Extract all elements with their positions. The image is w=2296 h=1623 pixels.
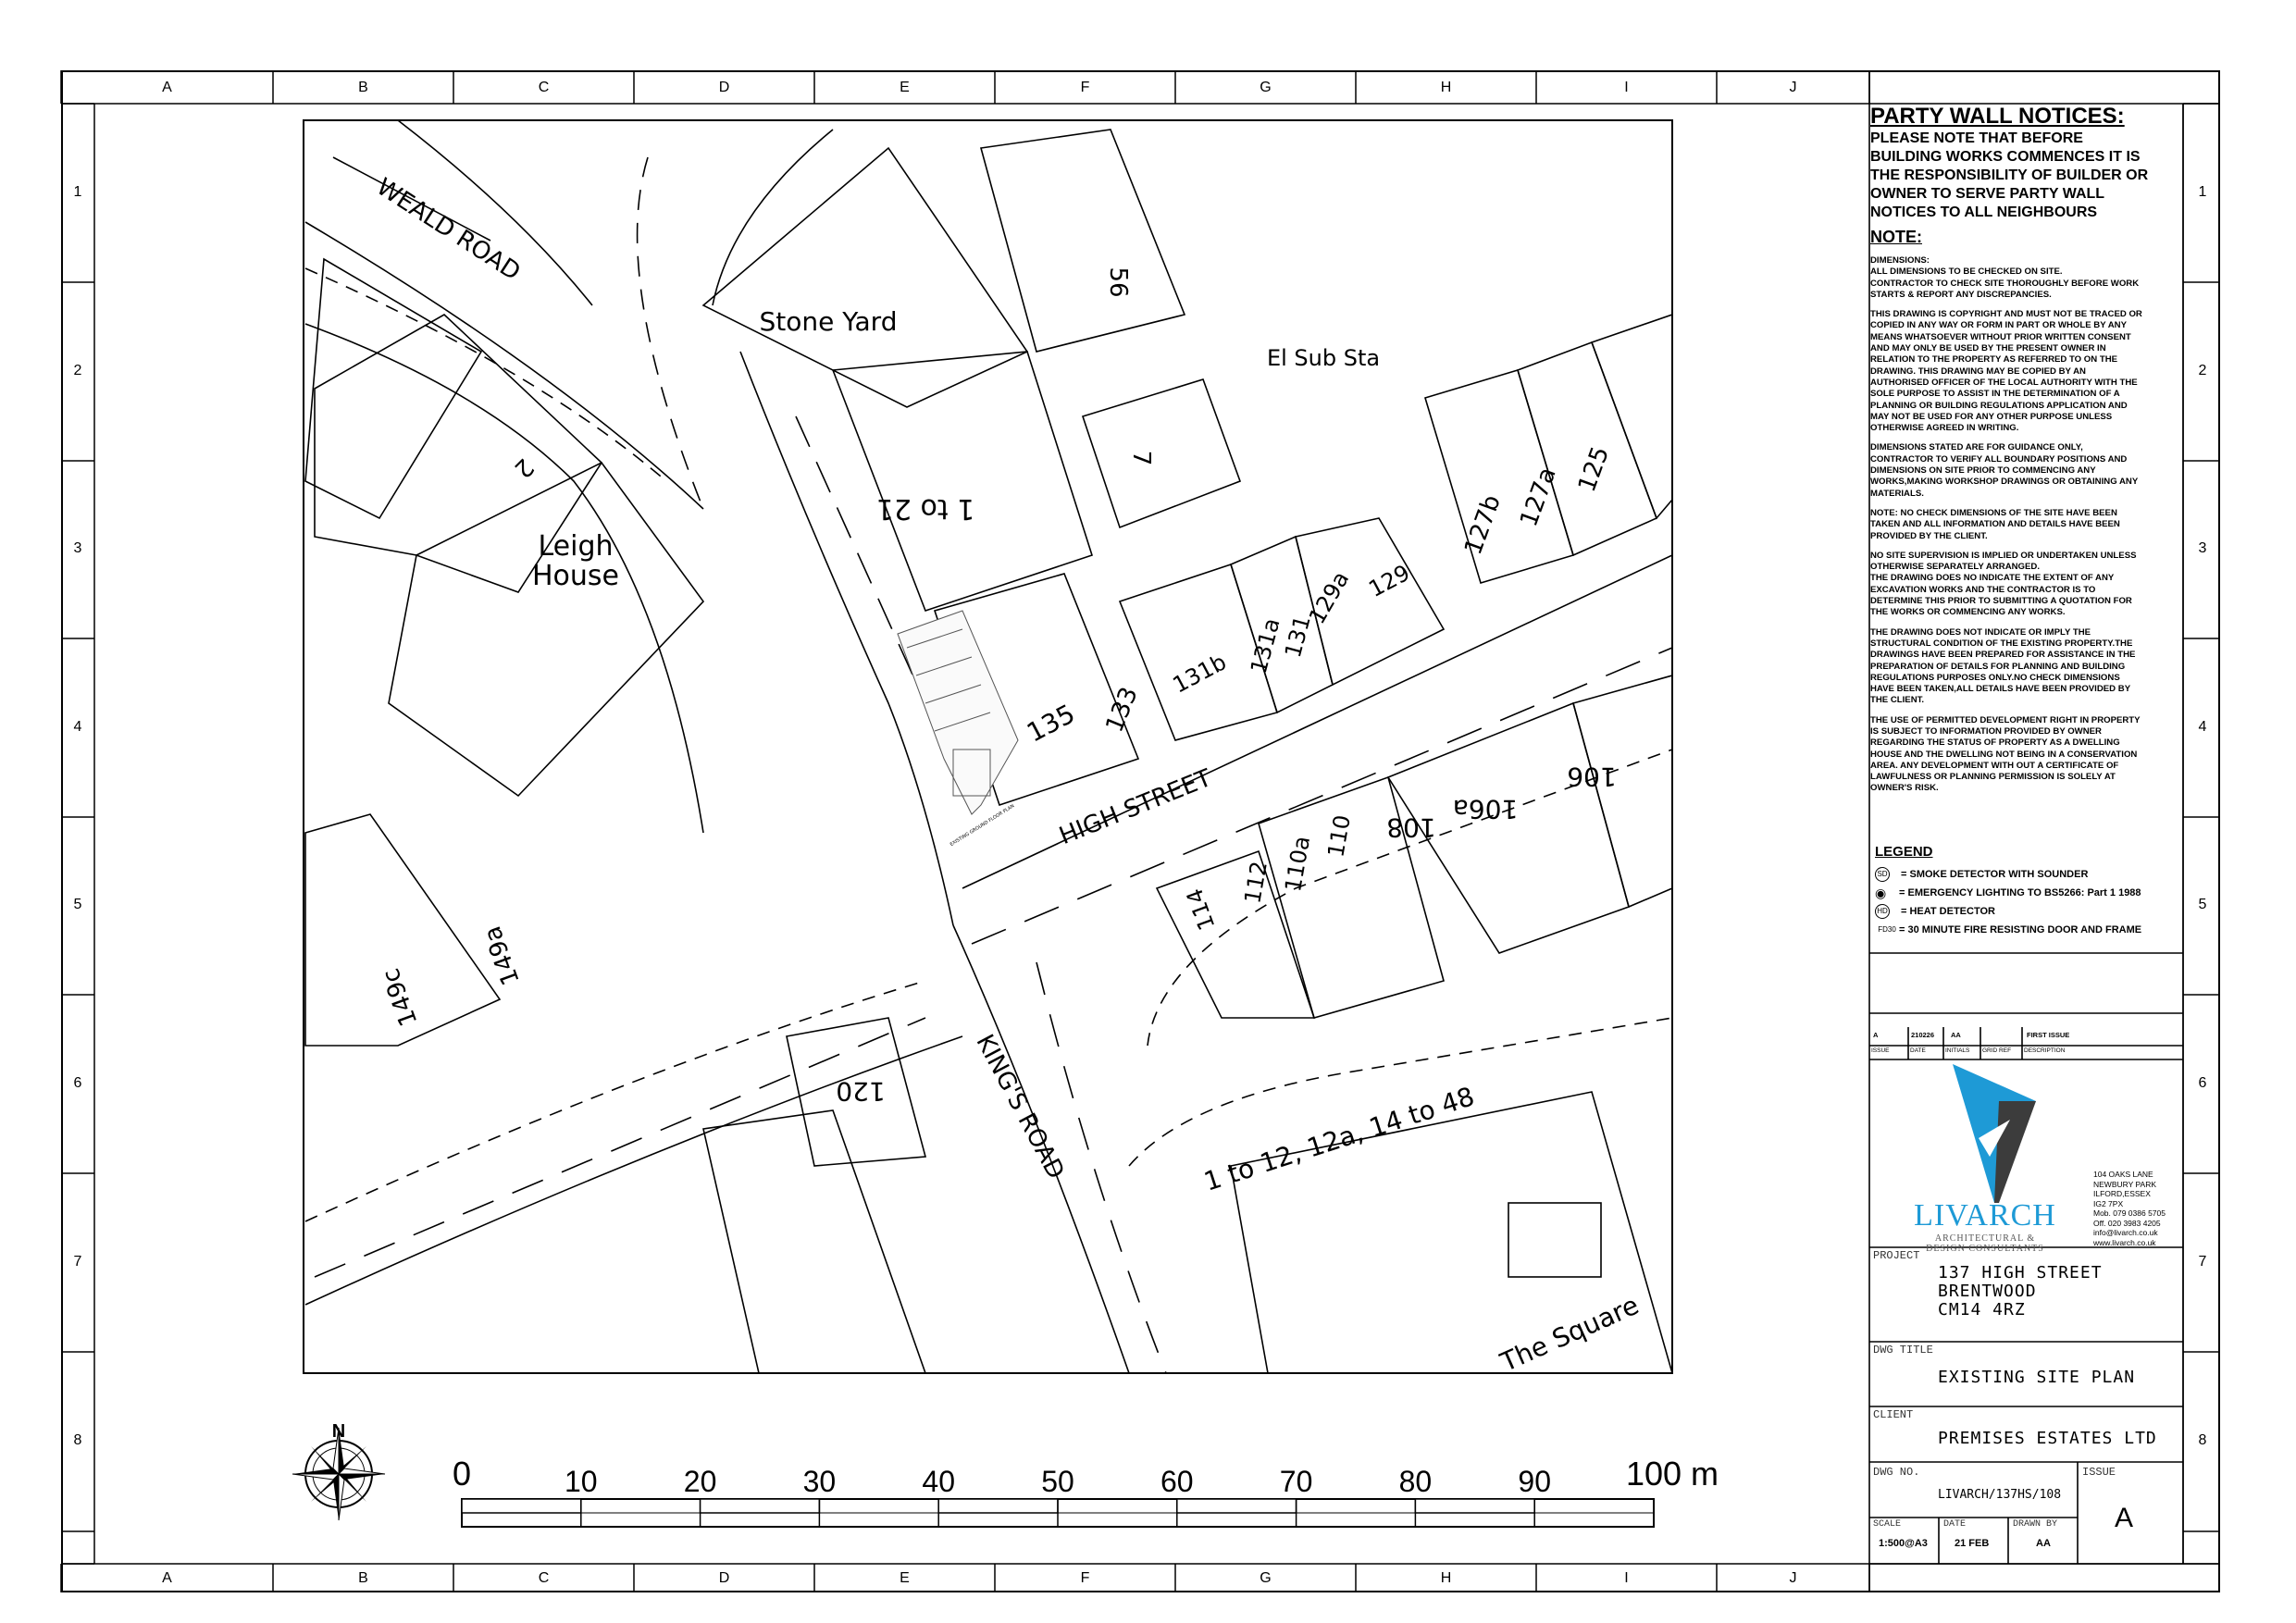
legend (1875, 844, 2180, 939)
grid-column-d: D (718, 1570, 730, 1586)
project-line-1: BRENTWOOD (1938, 1282, 2037, 1301)
plot-label-9: 131 (1279, 613, 1316, 661)
note-paragraph-0: DIMENSIONS: ALL DIMENSIONS TO BE CHECKED ON SITE. CONTRACTOR TO CHECK SITE THOROUGHLY BEFORE WORK STARTS & REPORT ANY DISCREPANCIES. (1870, 255, 2140, 300)
scale-tick-2: 20 (683, 1465, 717, 1498)
grid-column-c: C (538, 1570, 550, 1586)
plot-label-15: 106a (1452, 794, 1519, 824)
address-line-7: www.livarch.co.uk (2093, 1237, 2156, 1247)
road-label-weald-road: WEALD ROAD (371, 173, 526, 287)
plot-label-11: 131b (1168, 649, 1231, 699)
label-el-sub-sta: El Sub Sta (1266, 345, 1381, 371)
road-label-high-street: HIGH STREET (1055, 764, 1216, 851)
drawn-by-label: DRAWN BY (2013, 1519, 2058, 1530)
label-leigh: Leigh (538, 530, 614, 563)
label-the-square: The Square (1496, 1289, 1644, 1378)
grid-row-4: 4 (2198, 718, 2207, 735)
grid-row-3: 3 (73, 540, 82, 556)
scale-tick-8: 80 (1398, 1465, 1433, 1498)
warning-line-2: THE RESPONSIBILITY OF BUILDER OR (1870, 167, 2149, 183)
address-line-5: Off. 020 3983 4205 (2093, 1218, 2161, 1228)
revision-date: 210226 (1911, 1031, 1935, 1039)
grid-row-5: 5 (2198, 897, 2207, 912)
plot-label-10: 131a (1245, 615, 1285, 676)
revision-header-0: ISSUE (1871, 1047, 1890, 1054)
warning-line-4: NOTICES TO ALL NEIGHBOURS (1870, 204, 2098, 220)
legend-title: LEGEND (1875, 844, 1933, 860)
issue-label: ISSUE (2082, 1466, 2116, 1479)
scale-block-8 (1415, 1499, 1534, 1513)
plot-label-14: 106 (1567, 762, 1617, 792)
revision-issue: A (1873, 1031, 1879, 1039)
project-address (1938, 1264, 2103, 1319)
north-arrow (292, 1421, 385, 1520)
note-paragraph-6: THE USE OF PERMITTED DEVELOPMENT RIGHT IN PROPERTY IS SUBJECT TO INFORMATION PROVIDED BY OWNER REGARDING THE STATUS OF PROPERTY AS A DWELLING HOUSE AND THE DWELLING NOT BEING IN A CONSERVATION AREA. ANY DEVELOPMENT WITH OUT A CERTIFICATE OF LAWFULNESS OR PLANNING PERMISSION IS SOLELY AT OWNER'S RISK. (1870, 714, 2141, 794)
high-street-center (972, 648, 1672, 944)
plot-label-8: 129 (1364, 559, 1415, 603)
plot-label-3: 2 (508, 452, 540, 484)
road-center-dash (638, 157, 703, 509)
plot-label-0: 56 (1104, 266, 1132, 298)
plot-label-12: 135 (1022, 698, 1080, 749)
plot-label-1: 7 (1127, 450, 1155, 466)
scale-tick-1: 10 (565, 1465, 598, 1498)
grid-row-1: 1 (2198, 183, 2207, 200)
warning-line-1: BUILDING WORKS COMMENCES IT IS (1870, 149, 2141, 165)
grid-row-6: 6 (2198, 1074, 2207, 1091)
plot-label-17: 110 (1322, 812, 1356, 860)
subject-site-137 (898, 611, 1018, 814)
label-house: House (531, 560, 620, 592)
scale-value: 1:500@A3 (1879, 1538, 1928, 1549)
warning-line-0: PLEASE NOTE THAT BEFORE (1870, 130, 2083, 146)
note-paragraph-3: NOTE: NO CHECK DIMENSIONS OF THE SITE HAVE BEEN TAKEN AND ALL INFORMATION AND DETAILS HAVE BEEN PROVIDED BY THE CLIENT. (1870, 507, 2120, 541)
plot-label-13: 133 (1100, 683, 1144, 737)
client-label: CLIENT (1873, 1408, 1914, 1421)
plot-label-24: 1 to 12, 12a, 14 to 48 (1199, 1081, 1479, 1197)
grid-column-d: D (718, 80, 730, 95)
company-address (2093, 1170, 2166, 1247)
company-tagline-2: DESIGN CONSULTANTS (1926, 1244, 2044, 1254)
building-south (703, 1110, 925, 1373)
legend-text: = SMOKE DETECTOR WITH SOUNDER (1901, 869, 2089, 880)
address-line-6: info@livarch.co.uk (2093, 1228, 2158, 1237)
site-note: EXISTING GROUND FLOOR PLAN (949, 803, 1016, 849)
scale-tick-4: 40 (922, 1465, 955, 1498)
plot-label-22: 149c (377, 964, 424, 1030)
livarch-logo-icon (1934, 1064, 2054, 1203)
note-paragraph-2: DIMENSIONS STATED ARE FOR GUIDANCE ONLY, CONTRACTOR TO VERIFY ALL BOUNDARY POSITIONS AND DIMENSIONS ON SITE PRIOR TO COMMENCING ANY WORKS,MAKING WORKSHOP DRAWINGS OR OBTAINING ANY MATERIALS. (1870, 442, 2139, 499)
note-heading: NOTE: (1870, 228, 1922, 246)
plot-label-21: 149a (478, 922, 526, 989)
north-letter: N (331, 1421, 346, 1442)
legend-item-3 (1875, 921, 2180, 939)
grid-row-4: 4 (73, 718, 82, 735)
revision-header-1: DATE (1910, 1047, 1926, 1054)
plot-label-16: 108 (1386, 812, 1436, 843)
grid-row-2: 2 (73, 362, 82, 378)
plot-label-4: 127b (1459, 491, 1507, 559)
note-paragraph-1: THIS DRAWING IS COPYRIGHT AND MUST NOT BE TRACED OR COPIED IN ANY WAY OR FORM IN PART OR WHOLE BY ANY MEANS WHATSOEVER WITHOUT PRIOR WRITTEN CONSENT AND MAY ONLY BE USED BY THE PRESENT OWNER IN RELATION TO THE PROPERTY AS REFERRED TO ON THE DRAWING. THIS DRAWING MAY BE COPIED BY AN AUTHORISED OFFICER OF THE LOCAL AUTHORITY WITH THE SOLE PURPOSE TO ASSIST IN THE DETERMINATION OF A PLANNING OR BUILDING REGULATIONS APPLICATION AND MAY NOT BE USED FOR ANY OTHER PURPOSE UNLESS OTHERWISE AGREED IN WRITING. (1870, 309, 2142, 434)
grid-row-7: 7 (73, 1253, 82, 1270)
building-square-court (1508, 1203, 1601, 1277)
plot-label-18: 110a (1280, 834, 1316, 894)
building-125 (1592, 315, 1672, 518)
address-line-0: 104 OAKS LANE (2093, 1170, 2153, 1179)
plot-label-6: 125 (1572, 442, 1616, 496)
drawn-by-value: AA (2036, 1538, 2051, 1549)
legend-item-2 (1875, 902, 2180, 921)
scale-tick-10: 100 m (1625, 1455, 1719, 1493)
building-56 (981, 130, 1185, 352)
grid-column-f: F (1080, 1570, 1090, 1586)
grid-column-e: E (900, 80, 910, 95)
building-leigh-house (389, 463, 703, 796)
party-wall-title: PARTY WALL NOTICES: (1870, 104, 2125, 129)
legend-item-1 (1875, 884, 2180, 902)
grid-row-8: 8 (2198, 1432, 2207, 1448)
legend-text: = EMERGENCY LIGHTING TO BS5266: Part 1 1988 (1899, 887, 2141, 898)
legend-symbol-icon: FD30 (1878, 925, 1896, 934)
dwg-no-label: DWG NO. (1873, 1466, 1920, 1479)
site-map (304, 120, 1672, 1378)
building-1-to-21 (833, 352, 1092, 611)
warning-line-3: OWNER TO SERVE PARTY WALL (1870, 186, 2105, 202)
party-wall-warning (1870, 130, 2185, 222)
plot-label-20: 114 (1181, 885, 1221, 935)
issue-value: A (2115, 1503, 2134, 1533)
legend-text: = 30 MINUTE FIRE RESISTING DOOR AND FRAME (1899, 924, 2142, 935)
weald-road-edge-dashed (305, 268, 666, 484)
grid-row-6: 6 (73, 1074, 82, 1091)
plot-label-2: 1 to 21 (875, 492, 975, 525)
dwg-title-label: DWG TITLE (1873, 1344, 1933, 1357)
project-line-0: 137 HIGH STREET (1938, 1263, 2103, 1282)
company-name: LIVARCH (1914, 1198, 2056, 1233)
address-line-1: NEWBURY PARK (2093, 1179, 2157, 1189)
plot-label-5: 127a (1515, 464, 1562, 531)
legend-items (1875, 865, 2180, 939)
grid-column-h: H (1440, 1570, 1452, 1586)
building-stone-yard (703, 148, 1027, 407)
company-logo (1906, 1198, 2064, 1254)
date-label: DATE (1943, 1519, 1967, 1530)
legend-text: = HEAT DETECTOR (1901, 906, 1995, 917)
scale-bar (453, 1455, 1719, 1527)
label-stone-yard: Stone Yard (759, 306, 898, 337)
road-label-kings-road: KING'S ROAD (970, 1030, 1070, 1184)
legend-symbol-icon: ◉ (1875, 885, 1887, 900)
high-street-south-edge (1148, 750, 1672, 1046)
legend-item-0 (1875, 865, 2180, 884)
grid-column-h: H (1440, 80, 1452, 95)
grid-column-b: B (358, 80, 368, 95)
grid-column-b: B (358, 1570, 368, 1586)
dwg-no: LIVARCH/137HS/108 (1938, 1488, 2062, 1502)
note-paragraph-4: NO SITE SUPERVISION IS IMPLIED OR UNDERTAKEN UNLESS OTHERWISE SEPARATELY ARRANGED. THE DRAWING DOES NO INDICATE THE EXTENT OF ANY EXCAVATION WORKS AND THE CONTRACTOR IS TO DETERMINE THIS PRIOR TO SUBMITTING A QUOTATION FOR THE WORKS OR COMMENCING ANY WORKS. (1870, 550, 2137, 618)
sw-road-center (315, 1018, 925, 1277)
grid-column-i: I (1624, 1570, 1629, 1586)
scale-block-2 (701, 1499, 820, 1513)
grid-row-8: 8 (73, 1432, 82, 1448)
client-name: PREMISES ESTATES LTD (1938, 1429, 2157, 1448)
plot-label-19: 112 (1239, 859, 1272, 906)
building-left-terrace (305, 259, 481, 518)
revision-description: FIRST ISSUE (2027, 1031, 2070, 1039)
revision-header-2: INITIALS (1945, 1047, 1970, 1054)
grid-row-7: 7 (2198, 1253, 2207, 1270)
note-paragraphs (1870, 255, 2185, 795)
grid-column-j: J (1789, 1570, 1797, 1586)
revision-headers (1871, 1047, 2186, 1059)
grid-row-5: 5 (73, 897, 82, 912)
dwg-title: EXISTING SITE PLAN (1938, 1368, 2136, 1387)
grid-column-a: A (162, 1570, 172, 1586)
scale-tick-5: 50 (1041, 1465, 1074, 1498)
grid-column-i: I (1624, 80, 1629, 95)
revision-header-3: GRID REF (1982, 1047, 2012, 1054)
legend-symbol-icon: SD (1875, 867, 1890, 882)
address-line-3: IG2 7PX (2093, 1198, 2124, 1208)
scale-tick-6: 60 (1160, 1465, 1194, 1498)
address-line-2: ILFORD,ESSEX (2093, 1189, 2151, 1198)
grid-column-j: J (1789, 80, 1797, 95)
grid-row-1: 1 (73, 183, 82, 200)
company-tagline-1: ARCHITECTURAL & (1934, 1233, 2036, 1244)
grid-row-2: 2 (2198, 362, 2207, 378)
legend-symbol-icon: HD (1875, 904, 1890, 919)
scale-tick-9: 90 (1518, 1465, 1551, 1498)
scale-block-4 (938, 1499, 1058, 1513)
scale-label: SCALE (1873, 1519, 1902, 1530)
grid-column-g: G (1260, 1570, 1272, 1586)
grid-column-g: G (1260, 80, 1272, 95)
road-north (713, 130, 833, 305)
grid-column-f: F (1080, 80, 1090, 95)
road-curve-main (305, 324, 703, 833)
project-line-2: CM14 4RZ (1938, 1300, 2026, 1319)
grid-column-c: C (538, 80, 550, 95)
plot-label-23: 120 (836, 1076, 886, 1107)
project-label: PROJECT (1873, 1249, 1920, 1262)
party-wall-notes (1870, 104, 2185, 803)
revision-header-4: DESCRIPTION (2024, 1047, 2066, 1054)
address-line-4: Mob. 079 0386 5705 (2093, 1208, 2166, 1218)
scale-block-0 (462, 1499, 581, 1513)
date-value: 21 FEB (1955, 1538, 1990, 1549)
grid-row-3: 3 (2198, 540, 2207, 556)
scale-tick-0: 0 (452, 1455, 472, 1493)
revision-initials: AA (1951, 1031, 1961, 1039)
scale-tick-3: 30 (802, 1465, 837, 1498)
grid-column-a: A (162, 80, 172, 95)
scale-block-6 (1177, 1499, 1297, 1513)
note-paragraph-5: THE DRAWING DOES NOT INDICATE OR IMPLY THE STRUCTURAL CONDITION OF THE EXISTING PROPERTY.THE DRAWINGS HAVE BEEN PREPARED FOR ASSISTANCE IN THE PREPARATION OF DETAILS FOR PLANNING AND BUILDING REGULATIONS PURPOSES ONLY.NO CHECK DIMENSIONS HAVE BEEN TAKEN,ALL DETAILS HAVE BEEN PROVIDED BY THE CLIENT. (1870, 626, 2136, 706)
grid-column-e: E (900, 1570, 910, 1586)
scale-tick-7: 70 (1279, 1465, 1313, 1498)
plot-label-7: 129a (1303, 566, 1355, 629)
building-7 (1083, 379, 1240, 527)
